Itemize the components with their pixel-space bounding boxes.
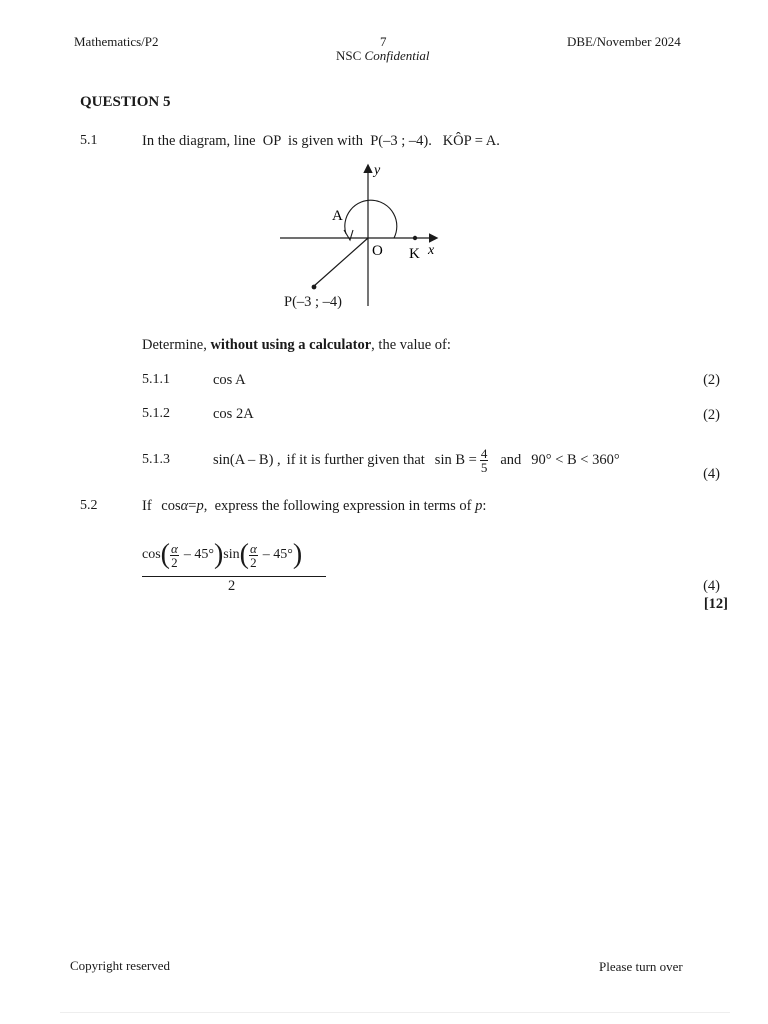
q5-1-intro: In the diagram, line OP is given with P(–3 ; –4). KÔP = A. xyxy=(142,133,500,149)
q5-2-number: 5.2 xyxy=(80,498,98,513)
q5-1-3-expr xyxy=(213,442,620,478)
q5-1-3-sin-expr: sin(A – B) , xyxy=(213,451,281,468)
q5-2-rest: , express the following expression in terms of xyxy=(203,498,472,514)
q5-1-2-expr: cos 2A xyxy=(213,406,254,422)
q5-1-number: 5.1 xyxy=(80,133,98,148)
question-title: QUESTION 5 xyxy=(80,94,171,110)
two-2: 2 xyxy=(250,554,257,570)
numerator-sin: sin xyxy=(223,547,240,562)
q5-2-cos: cos xyxy=(161,498,181,514)
determine-instruction xyxy=(142,337,451,354)
left-paren-1: ( xyxy=(160,539,170,570)
header-confidential xyxy=(336,48,430,64)
q5-1-2-marks: (2) xyxy=(703,407,720,423)
confidential-word: Confidential xyxy=(364,48,430,63)
q5-2-p2: p xyxy=(475,498,483,514)
minus-45-second: – 45° xyxy=(262,547,293,562)
label-a: A xyxy=(332,208,343,224)
label-y: y xyxy=(374,163,381,178)
q5-1-1-number: 5.1.1 xyxy=(142,372,170,387)
alpha-over-2-second xyxy=(249,542,258,569)
q5-2-alpha: α xyxy=(180,498,189,514)
q5-1-1-expr: cos A xyxy=(213,372,246,388)
q5-1-1-marks: (2) xyxy=(703,372,720,388)
header-subject: Mathematics/P2 xyxy=(74,34,159,49)
two-1: 2 xyxy=(171,554,178,570)
q5-1-3-given: if it is further given that xyxy=(286,451,425,468)
point-p xyxy=(312,285,317,290)
determine-after: , the value of: xyxy=(371,337,451,353)
label-x: x xyxy=(428,243,435,258)
q5-2-numerator xyxy=(142,533,302,577)
q5-1-3-range: 90° < B < 360° xyxy=(531,451,620,468)
fraction-denominator: 5 xyxy=(480,459,488,475)
alpha-over-2-first xyxy=(170,542,179,569)
q5-2-colon: : xyxy=(482,498,487,514)
q5-2-marks: (4) xyxy=(703,578,720,594)
minus-45-first: – 45° xyxy=(183,547,214,562)
numerator-cos: cos xyxy=(142,547,161,562)
fraction-numerator: 4 xyxy=(480,445,488,461)
determine-before: Determine, xyxy=(142,337,211,353)
label-o: O xyxy=(372,243,383,259)
right-paren-2: ) xyxy=(292,539,303,570)
confidential-prefix: NSC xyxy=(336,48,362,63)
q5-2-eq: = xyxy=(188,498,197,514)
label-p: P(–3 ; –4) xyxy=(284,294,342,310)
q5-2-intro xyxy=(142,498,486,515)
q5-2-if: If xyxy=(142,498,152,514)
q5-1-3-number: 5.1.3 xyxy=(142,452,170,467)
q5-2-p: p xyxy=(196,498,204,514)
q5-1-3-fraction xyxy=(480,447,489,474)
main-denominator: 2 xyxy=(228,578,236,594)
q5-1-3-sinb: sin B = xyxy=(434,451,477,468)
right-paren-1: ) xyxy=(213,539,224,570)
question-total: [12] xyxy=(703,596,728,612)
left-paren-2: ( xyxy=(239,539,249,570)
q5-1-3-and: and xyxy=(500,451,522,468)
point-k xyxy=(413,236,417,240)
footer-rule xyxy=(60,1012,730,1013)
label-k: K xyxy=(409,246,420,262)
header-exam-session: DBE/November 2024 xyxy=(567,34,681,49)
line-op xyxy=(314,238,368,286)
footer-turn-over: Please turn over xyxy=(599,959,683,974)
q5-1-2-number: 5.1.2 xyxy=(142,406,170,421)
header-page-number: 7 xyxy=(380,34,387,49)
determine-bold: without using a calculator xyxy=(210,337,372,353)
alpha-1: α xyxy=(171,540,178,556)
q5-1-3-marks: (4) xyxy=(703,466,720,482)
footer-copyright: Copyright reserved xyxy=(70,958,171,973)
main-fraction-bar xyxy=(142,576,326,577)
alpha-2: α xyxy=(249,540,257,556)
